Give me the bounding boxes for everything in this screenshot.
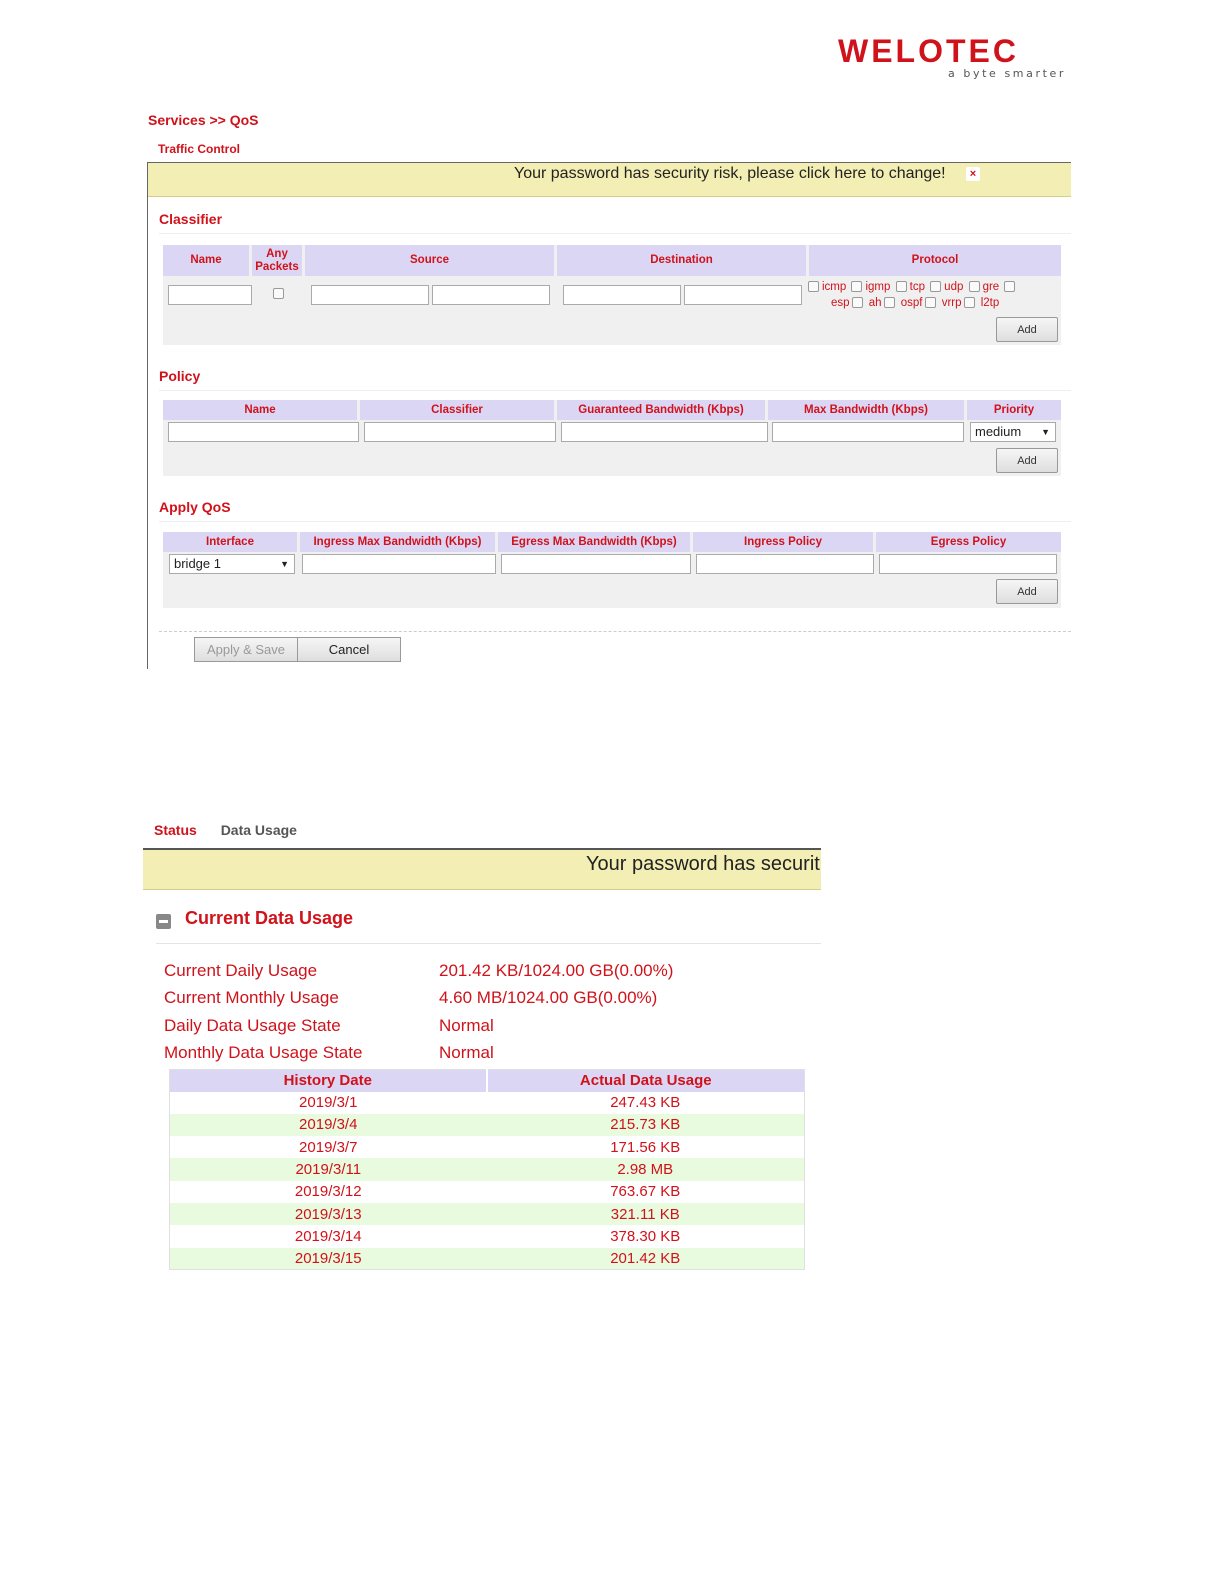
- history-usage: 378.30 KB: [487, 1225, 805, 1247]
- history-usage: 321.11 KB: [487, 1203, 805, 1225]
- stat-row: [164, 1016, 494, 1036]
- history-date: 2019/3/14: [170, 1225, 487, 1247]
- col-header-max-bandwidth: Max Bandwidth (Kbps): [768, 400, 967, 420]
- history-usage: 247.43 KB: [487, 1092, 805, 1114]
- protocol-label: icmp: [822, 281, 847, 293]
- stat-label: Daily Data Usage State: [164, 1016, 341, 1035]
- protocol-label: udp: [944, 281, 964, 293]
- egress-max-bandwidth-input[interactable]: [501, 554, 691, 574]
- history-usage: 763.67 KB: [487, 1181, 805, 1203]
- stat-row: [164, 988, 658, 1008]
- stat-value: Normal: [439, 1043, 494, 1062]
- interface-select-value: bridge 1: [174, 556, 221, 571]
- history-date: 2019/3/11: [170, 1158, 487, 1180]
- history-date: 2019/3/4: [170, 1114, 487, 1136]
- col-header-actual-data-usage: Actual Data Usage: [487, 1070, 805, 1092]
- stat-row: [164, 1043, 494, 1063]
- history-date: 2019/3/15: [170, 1248, 487, 1270]
- protocol-label: l2tp: [980, 297, 1000, 309]
- password-warning-text[interactable]: Your password has security risk, please click here to change!: [514, 165, 946, 182]
- ingress-policy-input[interactable]: [696, 554, 874, 574]
- cancel-button[interactable]: Cancel: [297, 637, 401, 662]
- protocol-label: igmp: [865, 281, 891, 293]
- apply-qos-title: Apply QoS: [159, 499, 231, 515]
- protocol-label: vrrp: [941, 297, 962, 309]
- tab-data-usage[interactable]: Data Usage: [220, 822, 297, 838]
- priority-select[interactable]: [970, 422, 1056, 442]
- col-header-any-packets: Any Packets: [252, 245, 305, 276]
- col-header-source: Source: [305, 245, 557, 276]
- divider: [159, 233, 1071, 234]
- policy-classifier-input[interactable]: [364, 422, 556, 442]
- status-tabs: [154, 822, 297, 838]
- col-header-egress-max-bandwidth: Egress Max Bandwidth (Kbps): [498, 532, 693, 552]
- apply-qos-box: [163, 532, 1061, 608]
- col-header-ingress-policy: Ingress Policy: [693, 532, 876, 552]
- protocol-row-1: [808, 279, 1063, 295]
- close-icon[interactable]: ×: [966, 167, 980, 181]
- protocol-checkbox[interactable]: [964, 297, 975, 308]
- max-bandwidth-input[interactable]: [772, 422, 964, 442]
- history-date: 2019/3/12: [170, 1181, 487, 1203]
- history-table: [169, 1069, 805, 1270]
- col-header-name: Name: [163, 400, 360, 420]
- table-row: [170, 1114, 805, 1136]
- protocol-label: ospf: [900, 297, 923, 309]
- password-warning-text[interactable]: Your password has securit: [586, 853, 820, 875]
- policy-add-button[interactable]: Add: [996, 448, 1058, 473]
- stat-label: Current Monthly Usage: [164, 988, 339, 1007]
- logo-tagline: a byte smarter: [947, 67, 1066, 80]
- policy-box: [163, 400, 1061, 476]
- protocol-checkbox[interactable]: [925, 297, 936, 308]
- protocol-label: ah: [868, 297, 882, 309]
- col-header-interface: Interface: [163, 532, 300, 552]
- history-date: 2019/3/13: [170, 1203, 487, 1225]
- stat-row: [164, 961, 674, 981]
- history-usage: 201.42 KB: [487, 1248, 805, 1270]
- classifier-name-input[interactable]: [168, 285, 252, 305]
- protocol-label: esp: [831, 297, 850, 309]
- table-row: [170, 1092, 805, 1114]
- protocol-checkbox[interactable]: [969, 281, 980, 292]
- protocol-checkbox[interactable]: [884, 297, 895, 308]
- history-usage: 171.56 KB: [487, 1136, 805, 1158]
- classifier-add-button[interactable]: Add: [996, 317, 1058, 342]
- policy-title: Policy: [159, 368, 201, 384]
- table-row: [170, 1136, 805, 1158]
- history-usage: 2.98 MB: [487, 1158, 805, 1180]
- destination-ip-input[interactable]: [563, 285, 681, 305]
- current-data-usage-title: Current Data Usage: [185, 908, 354, 928]
- history-date: 2019/3/7: [170, 1136, 487, 1158]
- stat-value: Normal: [439, 1016, 494, 1035]
- protocol-checkbox[interactable]: [852, 297, 863, 308]
- protocol-checkboxes: [808, 279, 1063, 311]
- guaranteed-bandwidth-input[interactable]: [561, 422, 768, 442]
- chevron-down-icon: ▼: [1041, 427, 1050, 437]
- tab-traffic-control[interactable]: Traffic Control: [158, 142, 241, 156]
- table-header-row: [170, 1070, 805, 1092]
- col-header-classifier: Classifier: [360, 400, 557, 420]
- protocol-checkbox[interactable]: [808, 281, 819, 292]
- table-row: [170, 1181, 805, 1203]
- protocol-checkbox[interactable]: [851, 281, 862, 292]
- tab-status[interactable]: Status: [154, 822, 197, 838]
- protocol-checkbox[interactable]: [1004, 281, 1015, 292]
- collapse-icon[interactable]: [156, 914, 171, 929]
- any-packets-checkbox[interactable]: [273, 288, 284, 299]
- data-usage-panel: [143, 848, 821, 1288]
- protocol-checkbox[interactable]: [896, 281, 907, 292]
- ingress-max-bandwidth-input[interactable]: [302, 554, 496, 574]
- classifier-title: Classifier: [159, 211, 223, 227]
- divider: [156, 943, 821, 944]
- apply-qos-add-button[interactable]: Add: [996, 579, 1058, 604]
- table-row: [170, 1225, 805, 1247]
- stat-label: Monthly Data Usage State: [164, 1043, 363, 1062]
- history-date: 2019/3/1: [170, 1092, 487, 1114]
- col-header-ingress-max-bandwidth: Ingress Max Bandwidth (Kbps): [300, 532, 498, 552]
- col-header-history-date: History Date: [170, 1070, 487, 1092]
- svg-text:WELOTEC: WELOTEC: [838, 36, 1019, 66]
- egress-policy-input[interactable]: [879, 554, 1057, 574]
- policy-name-input[interactable]: [168, 422, 359, 442]
- stat-label: Current Daily Usage: [164, 961, 318, 980]
- source-port-input[interactable]: [432, 285, 550, 305]
- apply-save-button[interactable]: Apply & Save: [194, 637, 298, 662]
- col-header-guaranteed-bandwidth: Guaranteed Bandwidth (Kbps): [557, 400, 768, 420]
- source-ip-input[interactable]: [311, 285, 429, 305]
- col-header-protocol: Protocol: [809, 245, 1061, 276]
- protocol-row-2: [808, 295, 1063, 311]
- password-warning-banner[interactable]: [148, 163, 1071, 197]
- divider: [159, 521, 1071, 522]
- col-header-destination: Destination: [557, 245, 809, 276]
- protocol-checkbox[interactable]: [930, 281, 941, 292]
- stat-value: 201.42 KB/1024.00 GB(0.00%): [439, 961, 674, 980]
- stat-value: 4.60 MB/1024.00 GB(0.00%): [439, 988, 658, 1007]
- interface-select[interactable]: [169, 554, 295, 574]
- classifier-box: [163, 245, 1061, 345]
- col-header-priority: Priority: [967, 400, 1061, 420]
- col-header-name: Name: [163, 245, 252, 276]
- destination-port-input[interactable]: [684, 285, 802, 305]
- qos-panel: [147, 162, 1071, 669]
- col-header-egress-policy: Egress Policy: [876, 532, 1061, 552]
- history-usage: 215.73 KB: [487, 1114, 805, 1136]
- protocol-label: gre: [982, 281, 1000, 293]
- table-row: [170, 1248, 805, 1270]
- divider: [159, 390, 1071, 391]
- divider: [159, 631, 1071, 632]
- priority-select-value: medium: [975, 424, 1022, 439]
- welotec-wordmark: [836, 36, 1072, 66]
- table-row: [170, 1203, 805, 1225]
- table-row: [170, 1158, 805, 1180]
- breadcrumb: Services >> QoS: [148, 112, 259, 128]
- welotec-logo: [836, 36, 1072, 84]
- password-warning-banner[interactable]: [143, 848, 821, 890]
- protocol-label: tcp: [909, 281, 925, 293]
- chevron-down-icon: ▼: [280, 559, 289, 569]
